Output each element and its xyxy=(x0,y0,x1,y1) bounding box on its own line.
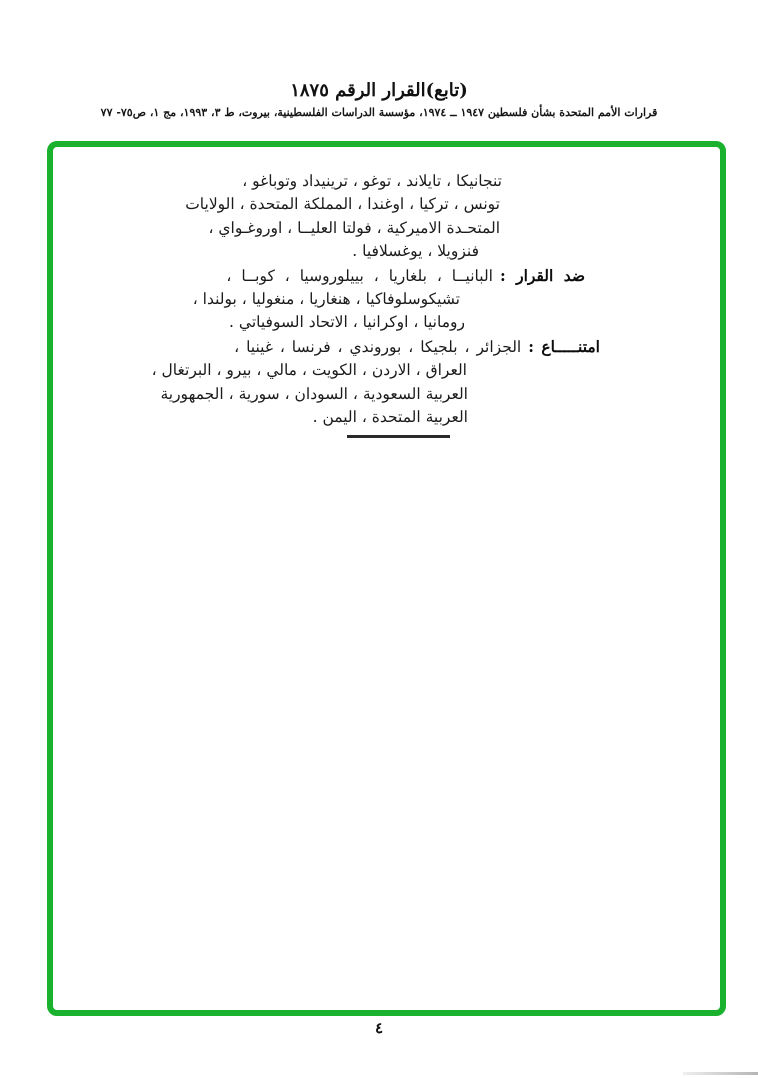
vote-label-against: ضد القرار : xyxy=(499,265,585,285)
vote-list-line: تنجانيكا ، تايلاند ، توغو ، ترينيداد وتوباغو ، xyxy=(242,172,502,190)
section-end-rule xyxy=(347,435,450,438)
scan-artifact xyxy=(683,1072,758,1075)
vote-section-against xyxy=(220,264,585,288)
vote-section-abstain xyxy=(220,335,600,359)
vote-list-line: تونس ، تركيا ، اوغندا ، المملكة المتحدة ، الولايات xyxy=(185,195,500,214)
vote-list-line: الجزائر ، بلجيكا ، بوروندي ، فرنسا ، غينيا ، xyxy=(234,337,522,356)
vote-list-line: تشيكوسلوفاكيا ، هنغاريا ، منغوليا ، بولندا ، xyxy=(192,290,460,309)
vote-list-line: البانيــا ، بلغاريا ، بييلوروسيا ، كوبــا ، xyxy=(226,266,493,285)
vote-label-abstain: امتنـــــاع : xyxy=(528,336,600,356)
vote-list-line: العراق ، الاردن ، الكويت ، مالي ، بيرو ، البرتغال ، xyxy=(151,361,467,380)
vote-list-line: العربية المتحدة ، اليمن . xyxy=(312,408,468,427)
resolution-title: (تابع)القرار الرقم ١٨٧٥ xyxy=(290,80,468,101)
vote-list-line: العربية السعودية ، السودان ، سورية ، الجمهورية xyxy=(160,384,468,403)
page-number: ٤ xyxy=(374,1019,384,1037)
vote-list-line: رومانيا ، اوكرانيا ، الاتحاد السوفياتي . xyxy=(229,313,465,332)
source-citation: قرارات الأمم المتحدة بشأن فلسطين ١٩٤٧ ــ ١٩٧٤، مؤسسة الدراسات الفلسطينية، بيروت، ط ٣، ١٩٩٣، مج ١، ص٧٥- ٧٧ xyxy=(100,106,658,119)
vote-list-line: فنزويلا ، يوغسلافيا . xyxy=(352,242,479,261)
vote-results-text xyxy=(151,170,600,429)
vote-list-line: المتحـدة الاميركية ، فولتا العليــا ، اوروغـواي ، xyxy=(208,218,500,237)
